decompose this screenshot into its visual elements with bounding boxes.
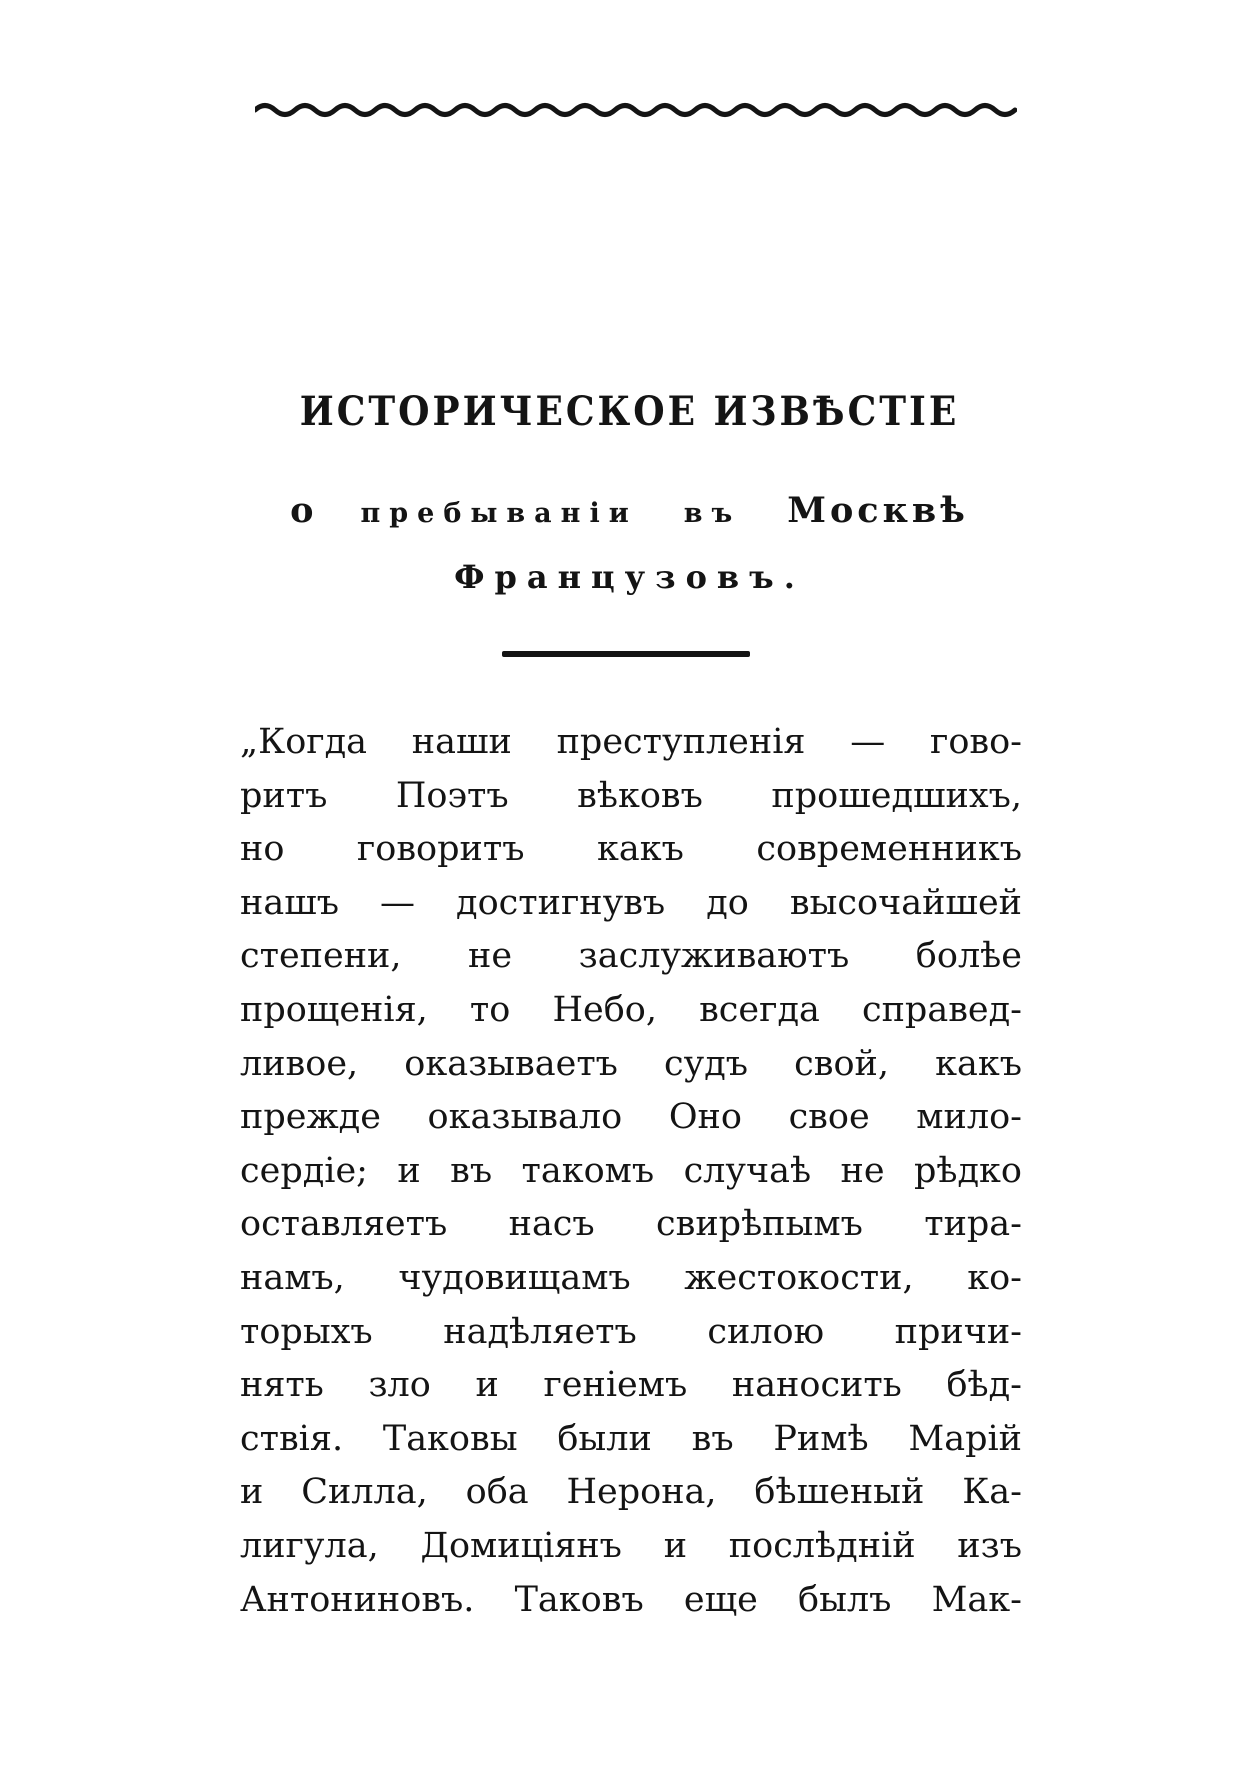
page-title: ИСТОРИЧЕСКОЕ ИЗВѢСТІЕ [299, 388, 960, 435]
text-line: прежде оказывало Оно свое мило- [240, 1097, 1022, 1138]
text-line: ритъ Поэтъ вѣковъ прошедшихъ, [240, 775, 1022, 816]
page-subtitle [0, 490, 1259, 531]
page-subtitle-second-line: Французовъ. [454, 558, 805, 596]
text-line: нашъ — достигнувъ до высочайшей [240, 882, 1022, 923]
text-line: „Когда наши преступленія — гово- [240, 722, 1022, 762]
text-line: намъ, чудовищамъ жестокости, ко- [240, 1257, 1022, 1298]
text-line: степени, не заслуживаютъ болѣе [240, 936, 1022, 977]
text-line: прощенія, то Небо, всегда справед- [240, 989, 1022, 1030]
text-line: оставляетъ насъ свирѣпымъ тира- [240, 1204, 1022, 1245]
subtitle-word: въ [683, 498, 742, 529]
text-line: нять зло и геніемъ наносить бѣд- [240, 1365, 1022, 1406]
text-line: лигула, Домиціянъ и послѣдній изъ [240, 1525, 1022, 1566]
section-divider [502, 651, 750, 657]
text-line: но говоритъ какъ современникъ [240, 829, 1022, 870]
text-line: ливое, оказываетъ судъ свой, какъ [240, 1043, 1022, 1084]
subtitle-word: Москвѣ [787, 490, 969, 531]
text-line: ствія. Таковы были въ Римѣ Марій [240, 1418, 1022, 1459]
text-line: и Силла, оба Нерона, бѣшеный Ка- [240, 1472, 1022, 1513]
subtitle-word: пребываніи [360, 498, 638, 529]
subtitle-word: о [290, 490, 315, 531]
wavy-ornament [255, 98, 1017, 128]
text-line: сердіе; и въ такомъ случаѣ не рѣдко [240, 1150, 1022, 1191]
text-line: торыхъ надѣляетъ силою причи- [240, 1311, 1022, 1352]
body-paragraph [240, 716, 1022, 1627]
text-line: Антониновъ. Таковъ еще былъ Мак- [240, 1579, 1022, 1620]
